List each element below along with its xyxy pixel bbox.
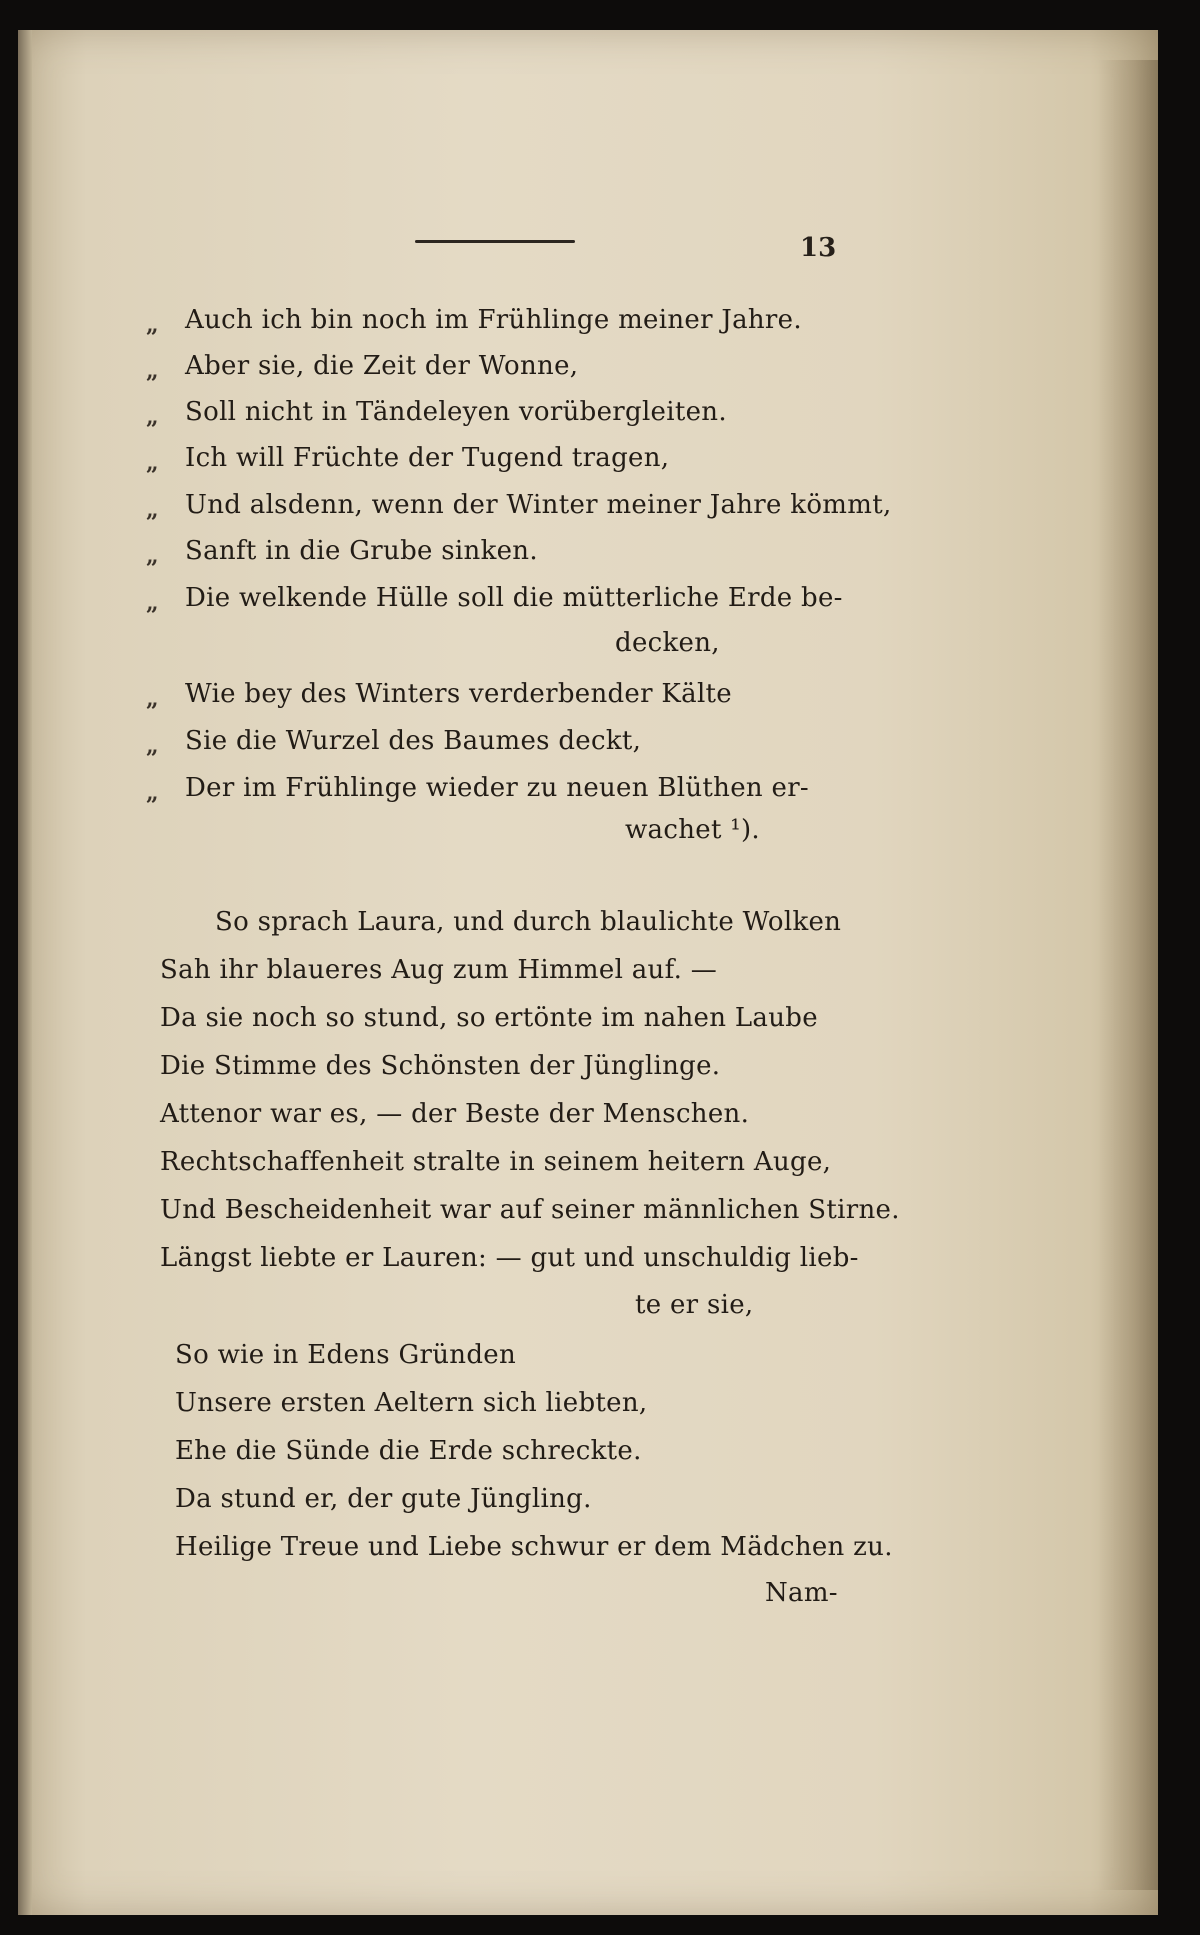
verse-line: Der im Frühlinge wieder zu neuen Blüthen er- xyxy=(185,773,810,803)
quote-mark: „ xyxy=(146,780,159,806)
text-line: Rechtschaffenheit stralte in seinem heitern Auge, xyxy=(160,1147,832,1177)
text-line: te er sie, xyxy=(635,1290,754,1320)
text-line: Längst liebte er Lauren: — gut und unschuldig lieb- xyxy=(160,1243,859,1273)
quote-mark: „ xyxy=(146,733,159,759)
text-line: Ehe die Sünde die Erde schreckte. xyxy=(175,1436,642,1466)
verse-line: Die welkende Hülle soll die mütterliche Erde be- xyxy=(185,583,843,613)
page-gutter xyxy=(18,30,32,1915)
verse-line: wachet ¹). xyxy=(625,815,760,845)
text-line: Und Bescheidenheit war auf seiner männlichen Stirne. xyxy=(160,1195,900,1225)
verse-line: Sie die Wurzel des Baumes deckt, xyxy=(185,726,642,756)
verse-line: Soll nicht in Tändeleyen vorübergleiten. xyxy=(185,397,727,427)
text-line: Sah ihr blaueres Aug zum Himmel auf. — xyxy=(160,955,718,985)
quote-mark: „ xyxy=(146,312,159,338)
verse-line: Aber sie, die Zeit der Wonne, xyxy=(185,351,579,381)
page-edge-shadow xyxy=(1098,60,1158,1890)
verse-line: Und alsdenn, wenn der Winter meiner Jahre kömmt, xyxy=(185,490,892,520)
page-number: 13 xyxy=(800,233,837,263)
quote-mark: „ xyxy=(146,450,159,476)
verse-line: Ich will Früchte der Tugend tragen, xyxy=(185,443,670,473)
quote-mark: „ xyxy=(146,497,159,523)
quote-mark: „ xyxy=(146,686,159,712)
header-rule xyxy=(415,240,575,243)
verse-line: Wie bey des Winters verderbender Kälte xyxy=(185,679,732,709)
verse-line: Auch ich bin noch im Frühlinge meiner Jahre. xyxy=(185,305,802,335)
quote-mark: „ xyxy=(146,590,159,616)
text-line: Die Stimme des Schönsten der Jünglinge. xyxy=(160,1051,721,1081)
text-line: Heilige Treue und Liebe schwur er dem Mädchen zu. xyxy=(175,1532,893,1562)
text-line: Attenor war es, — der Beste der Menschen. xyxy=(160,1099,750,1129)
text-line: So wie in Edens Gründen xyxy=(175,1340,517,1370)
quote-mark: „ xyxy=(146,404,159,430)
quote-mark: „ xyxy=(146,543,159,569)
verse-line: decken, xyxy=(615,628,720,658)
text-line: So sprach Laura, und durch blaulichte Wolken xyxy=(215,907,842,937)
catchword: Nam- xyxy=(765,1578,838,1608)
quote-mark: „ xyxy=(146,358,159,384)
text-line: Da sie noch so stund, so ertönte im nahen Laube xyxy=(160,1003,818,1033)
verse-line: Sanft in die Grube sinken. xyxy=(185,536,538,566)
text-line: Da stund er, der gute Jüngling. xyxy=(175,1484,592,1514)
text-line: Unsere ersten Aeltern sich liebten, xyxy=(175,1388,648,1418)
